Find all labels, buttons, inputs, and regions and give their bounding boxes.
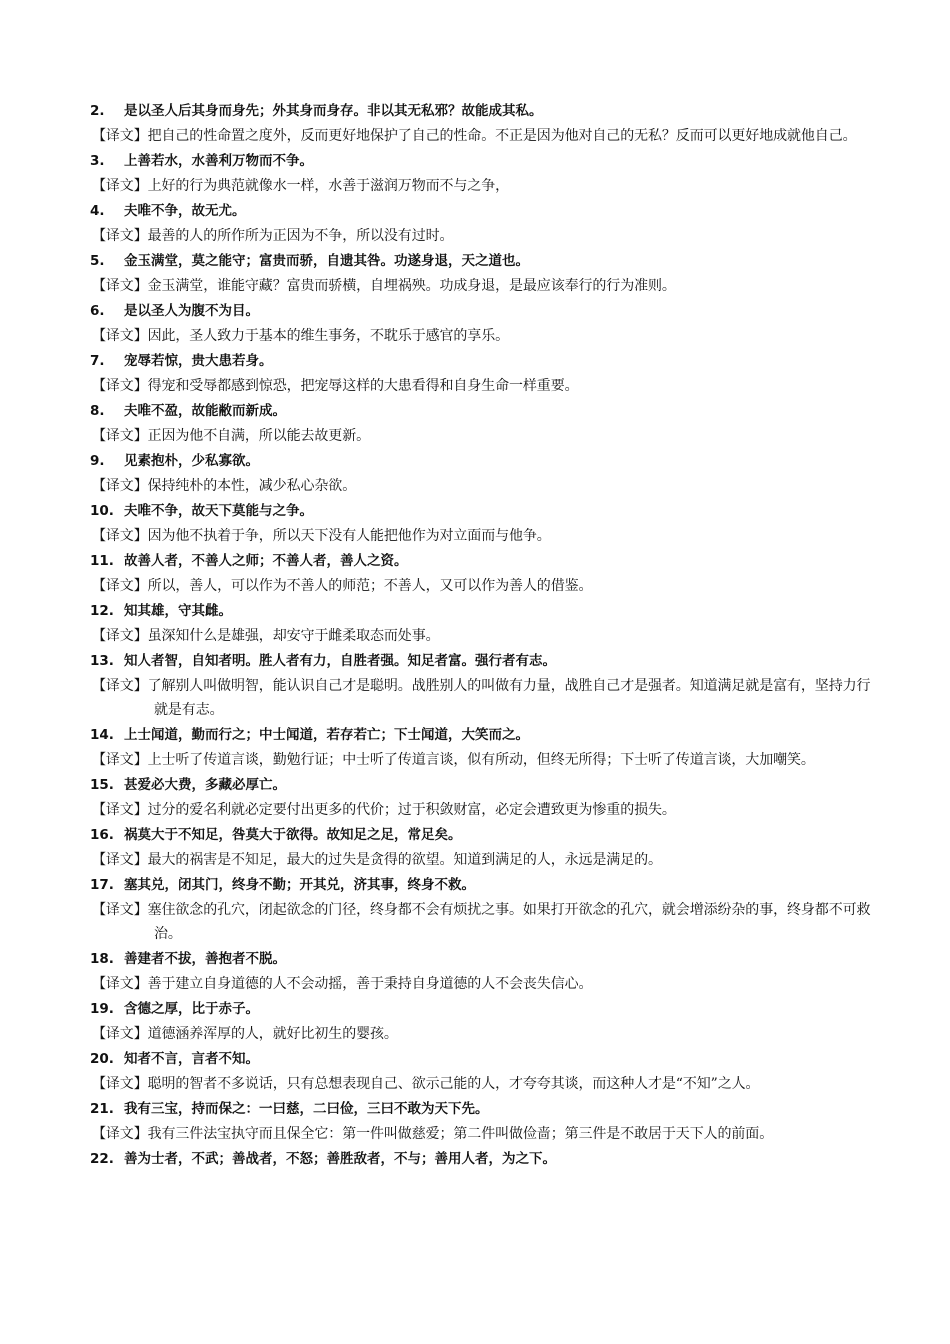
quote-text: 上善若水，水善利万物而不争。 [124,153,313,169]
entry-item [90,600,880,648]
translation-line [90,1122,880,1146]
translation-text: 善于建立自身道德的人不会动摇，善于秉持自身道德的人不会丧失信心。 [147,976,593,992]
quote-text: 是以圣人后其身而身先；外其身而身存。非以其无私邪？故能成其私。 [124,103,543,119]
translation-text: 道德涵养浑厚的人，就好比初生的婴孩。 [147,1026,398,1042]
quote-text: 塞其兑，闭其门，终身不勤；开其兑，济其事，终身不救。 [124,877,475,893]
entry-item [90,774,880,822]
quote-line [90,500,880,524]
quote-text: 宠辱若惊，贵大患若身。 [124,353,273,369]
quote-text: 甚爱必大费，多藏必厚亡。 [124,777,286,793]
translation-text: 了解别人叫做明智，能认识自己才是聪明。战胜别人的叫做有力量，战胜自己才是强者。知道满足就是富有，坚持力行就是有志。 [147,678,871,718]
translation-line [90,624,880,648]
translation-line [90,798,880,822]
translation-line [90,274,880,298]
translation-tag: 【译文】 [92,328,148,344]
entry-number: 9. [90,453,105,469]
translation-text: 上士听了传道言谈，勤勉行证；中士听了传道言谈，似有所动，但终无所得；下士听了传道言谈，大加嘲笑。 [147,752,815,768]
translation-tag: 【译文】 [92,578,148,594]
entry-item [90,650,880,722]
quote-line [90,998,880,1022]
translation-line [90,524,880,548]
translation-tag: 【译文】 [92,802,148,818]
translation-text: 虽深知什么是雄强，却安守于雌柔取态而处事。 [147,628,440,644]
quote-text: 知者不言，言者不知。 [124,1051,259,1067]
quote-text: 知人者智，自知者明。胜人者有力，自胜者强。知足者富。强行者有志。 [124,653,556,669]
translation-text: 正因为他不自满，所以能去故更新。 [147,428,371,444]
entry-number: 5. [90,253,105,269]
quote-line [90,250,880,274]
entry-number: 7. [90,353,105,369]
translation-line [90,1022,880,1046]
entry-item [90,550,880,598]
quote-text: 金玉满堂，莫之能守；富贵而骄，自遗其咎。功遂身退，天之道也。 [124,253,529,269]
translation-text: 上好的行为典范就像水一样，水善于滋润万物而不与之争， [147,178,510,194]
translation-tag: 【译文】 [92,1126,148,1142]
entry-item [90,1098,880,1146]
quote-line [90,450,880,474]
translation-text: 最大的祸害是不知足，最大的过失是贪得的欲望。知道到满足的人，永远是满足的。 [147,852,662,868]
translation-tag: 【译文】 [92,1076,148,1092]
entry-number: 4. [90,203,105,219]
translation-text: 保持纯朴的本性，减少私心杂欲。 [147,478,357,494]
translation-tag: 【译文】 [92,976,148,992]
translation-text: 因为他不执着于争，所以天下没有人能把他作为对立面而与他争。 [147,528,551,544]
translation-tag: 【译文】 [92,678,148,694]
quote-text: 是以圣人为腹不为目。 [124,303,259,319]
translation-tag: 【译文】 [92,228,148,244]
translation-tag: 【译文】 [92,1026,148,1042]
translation-tag: 【译文】 [92,628,148,644]
quote-text: 含德之厚，比于赤子。 [124,1001,259,1017]
quote-line [90,350,880,374]
quote-line [90,100,880,124]
entry-item [90,1148,880,1172]
quote-line [90,150,880,174]
quote-line [90,200,880,224]
quote-text: 夫唯不盈，故能敝而新成。 [124,403,286,419]
translation-tag: 【译文】 [92,128,148,144]
quote-line [90,724,880,748]
quote-text: 祸莫大于不知足，咎莫大于欲得。故知足之足，常足矣。 [124,827,462,843]
entry-number: 10. [90,503,114,519]
quote-text: 夫唯不争，故天下莫能与之争。 [124,503,313,519]
translation-line [90,424,880,448]
quote-text: 知其雄，守其雌。 [124,603,232,619]
translation-line [90,324,880,348]
translation-tag: 【译文】 [92,178,148,194]
quote-line [90,1098,880,1122]
entry-number: 11. [90,553,114,569]
translation-tag: 【译文】 [92,852,148,868]
entry-number: 22. [90,1151,114,1167]
translation-line [90,474,880,498]
translation-line [90,972,880,996]
entry-number: 2. [90,103,105,119]
entry-number: 8. [90,403,105,419]
quote-line [90,550,880,574]
quote-line [90,400,880,424]
translation-text: 得宠和受辱都感到惊恐，把宠辱这样的大患看得和自身生命一样重要。 [147,378,579,394]
quote-text: 善为士者，不武；善战者，不怒；善胜敌者，不与；善用人者，为之下。 [124,1151,556,1167]
quote-line [90,824,880,848]
quote-text: 夫唯不争，故无尤。 [124,203,246,219]
entry-number: 15. [90,777,114,793]
entry-number: 18. [90,951,114,967]
entry-item [90,250,880,298]
translation-line [90,124,880,148]
entry-number: 16. [90,827,114,843]
translation-text: 把自己的性命置之度外，反而更好地保护了自己的性命。不正是因为他对自己的无私？反而可以更好地成就他自己。 [147,128,857,144]
entry-item [90,948,880,996]
translation-text: 塞住欲念的孔穴，闭起欲念的门径，终身都不会有烦扰之事。如果打开欲念的孔穴，就会增添纷杂的事，终身都不可救治。 [147,902,871,942]
quote-line [90,650,880,674]
translation-text: 我有三件法宝执守而且保全它：第一件叫做慈爱；第二件叫做俭啬；第三件是不敢居于天下人的前面。 [147,1126,774,1142]
entry-number: 21. [90,1101,114,1117]
document-body [90,100,880,1172]
quote-text: 善建者不拔，善抱者不脱。 [124,951,286,967]
translation-text: 金玉满堂，谁能守藏？富贵而骄横，自埋祸殃。功成身退，是最应该奉行的行为准则。 [147,278,676,294]
entry-item [90,400,880,448]
quote-line [90,300,880,324]
translation-text: 所以，善人，可以作为不善人的师范；不善人，又可以作为善人的借鉴。 [147,578,593,594]
quote-text: 故善人者，不善人之师；不善人者，善人之资。 [124,553,408,569]
quote-line [90,874,880,898]
translation-line [90,174,880,198]
translation-line [90,674,880,722]
translation-text: 最善的人的所作所为正因为不争，所以没有过时。 [147,228,454,244]
translation-tag: 【译文】 [92,478,148,494]
entry-number: 17. [90,877,114,893]
entry-item [90,724,880,772]
translation-tag: 【译文】 [92,752,148,768]
quote-text: 见素抱朴，少私寡欲。 [124,453,259,469]
entry-number: 20. [90,1051,114,1067]
translation-text: 因此，圣人致力于基本的维生事务，不耽乐于感官的享乐。 [147,328,510,344]
entry-number: 6. [90,303,105,319]
entry-item [90,300,880,348]
translation-tag: 【译文】 [92,528,148,544]
translation-line [90,574,880,598]
translation-line [90,748,880,772]
quote-line [90,600,880,624]
translation-tag: 【译文】 [92,378,148,394]
quote-text: 我有三宝，持而保之：一曰慈，二曰俭，三曰不敢为天下先。 [124,1101,489,1117]
entry-item [90,450,880,498]
entry-number: 12. [90,603,114,619]
entry-item [90,200,880,248]
entry-number: 13. [90,653,114,669]
entry-item [90,998,880,1046]
quote-line [90,1048,880,1072]
quote-text: 上士闻道，勤而行之；中士闻道，若存若亡；下士闻道，大笑而之。 [124,727,529,743]
quote-line [90,1148,880,1172]
entry-number: 14. [90,727,114,743]
entry-item [90,100,880,148]
entry-number: 19. [90,1001,114,1017]
entry-number: 3. [90,153,105,169]
translation-line [90,848,880,872]
translation-line [90,224,880,248]
translation-line [90,898,880,946]
entry-item [90,824,880,872]
entry-item [90,150,880,198]
quote-line [90,948,880,972]
translation-line [90,1072,880,1096]
entry-item [90,500,880,548]
translation-tag: 【译文】 [92,428,148,444]
translation-tag: 【译文】 [92,902,148,918]
entry-item [90,350,880,398]
quote-line [90,774,880,798]
entry-item [90,874,880,946]
translation-line [90,374,880,398]
translation-text: 聪明的智者不多说话，只有总想表现自己、欲示己能的人，才夸夸其谈，而这种人才是“不知”之人。 [147,1076,760,1092]
entry-item [90,1048,880,1096]
translation-text: 过分的爱名利就必定要付出更多的代价；过于积敛财富，必定会遭致更为惨重的损失。 [147,802,676,818]
translation-tag: 【译文】 [92,278,148,294]
